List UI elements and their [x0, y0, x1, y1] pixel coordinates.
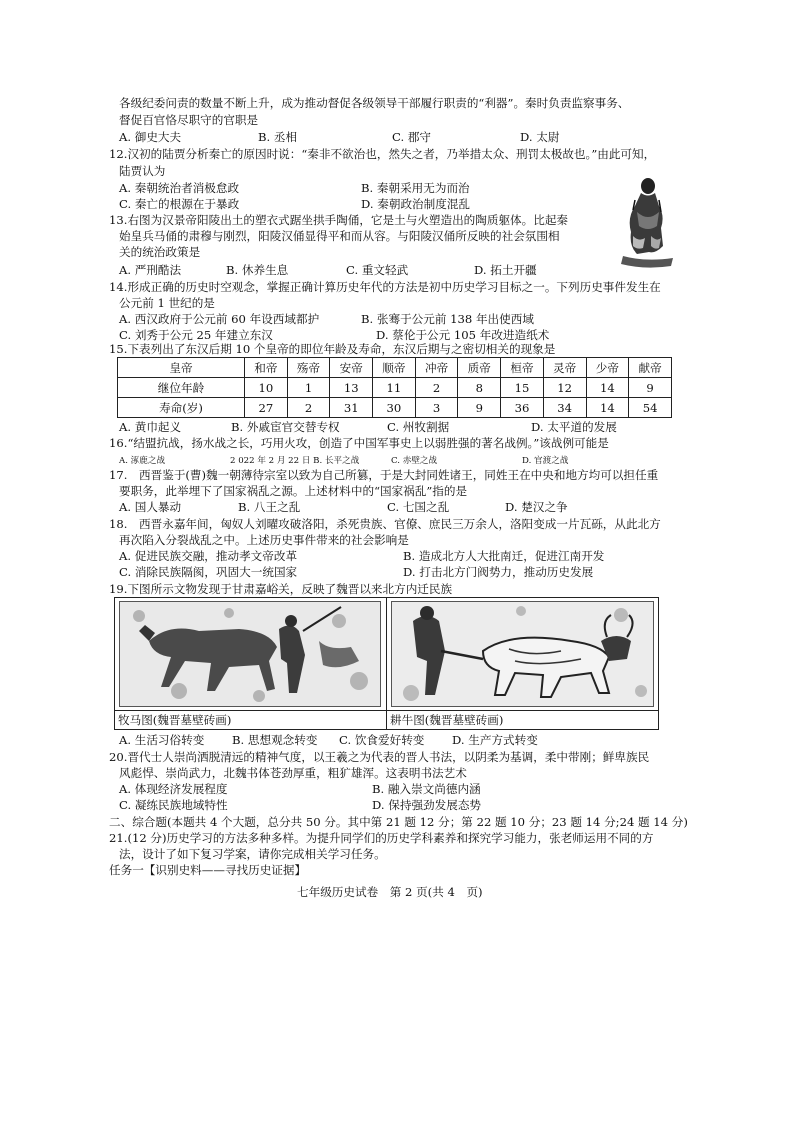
- table-cell: 10: [245, 378, 288, 398]
- q17-option-d[interactable]: D. 楚汉之争: [505, 500, 568, 514]
- q17-option-b[interactable]: B. 八王之乱: [238, 500, 301, 514]
- q11-option-c[interactable]: C. 郡守: [392, 130, 432, 144]
- q14-stem-line1: 14.形成正确的历史时空观念，掌握正确计算历史年代的方法是初中历史学习目标之一。下列历史事件发生在: [109, 280, 661, 294]
- table-cell: 9: [629, 378, 672, 398]
- table-cell: 灵帝: [543, 358, 586, 378]
- table-cell: 殇帝: [287, 358, 330, 378]
- ox-plowing-painting: [391, 601, 654, 707]
- q13-option-d[interactable]: D. 拓土开疆: [474, 263, 537, 277]
- q18-option-d[interactable]: D. 打击北方门阀势力，推动历史发展: [403, 565, 594, 579]
- q19-option-d[interactable]: D. 生产方式转变: [452, 733, 538, 747]
- emperor-table: [117, 357, 672, 418]
- q19-stem: 19.下图所示文物发现于甘肃嘉峪关，反映了魏晋以来北方内迁民族: [109, 582, 453, 596]
- q20-stem-line2: 风彪悍、崇尚武力，北魏书体苍劲厚重，粗犷雄浑。这表明书法艺术: [119, 766, 467, 780]
- q20-option-d[interactable]: D. 保持强劲发展态势: [372, 798, 482, 812]
- q13-option-c[interactable]: C. 重文轻武: [346, 263, 409, 277]
- figure-caption-divider: [115, 710, 658, 711]
- table-cell: 安帝: [330, 358, 373, 378]
- table-cell: 1: [287, 378, 330, 398]
- table-row-lifespans: [118, 398, 672, 418]
- q11-option-a[interactable]: A. 御史大夫: [119, 130, 182, 144]
- q16-option-b[interactable]: 2 022 年 2 月 22 日 B. 长平之战: [230, 456, 360, 466]
- q17-option-c[interactable]: C. 七国之乱: [387, 500, 450, 514]
- section2-heading: 二、综合题(本题共 4 个大题，总分共 50 分。其中第 21 题 12 分；第 22 题 10 分；23 题 14 分;24 题 14 分): [109, 815, 688, 829]
- page-footer: 七年级历史试卷 第 2 页(共 4 页): [297, 885, 483, 899]
- table-cell: 质帝: [458, 358, 501, 378]
- q15-option-d[interactable]: D. 太平道的发展: [531, 420, 617, 434]
- q18-stem-line1: 18. 西晋永嘉年间，匈奴人刘曜攻破洛阳，杀死贵族、官僚、庶民三万余人，洛阳变成一片瓦砾，从此北方: [109, 517, 661, 531]
- q20-option-b[interactable]: B. 融入崇文尚德内涵: [372, 782, 481, 796]
- q18-option-b[interactable]: B. 造成北方人大批南迁，促进江南开发: [403, 549, 605, 563]
- table-cell: 8: [458, 378, 501, 398]
- q16-option-a[interactable]: A. 涿鹿之战: [119, 456, 166, 466]
- table-cell: 14: [586, 378, 629, 398]
- q17-stem-line2: 要职务，此举埋下了国家祸乱之源。上述材料中的“国家祸乱”指的是: [119, 484, 468, 498]
- task1-heading: 任务一【识别史料——寻找历史证据】: [109, 863, 307, 877]
- q17-stem-line1: 17. 西晋鉴于(曹)魏一朝薄待宗室以致为自己所篡，于是大封同姓诸王，同姓王在中央和地方均可以担任重: [109, 468, 659, 482]
- q11-text-line2: 督促百官恪尽职守的官职是: [119, 113, 259, 127]
- q12-option-c[interactable]: C. 秦亡的根源在于暴政: [119, 197, 240, 211]
- table-cell: 2: [287, 398, 330, 418]
- q12-option-a[interactable]: A. 秦朝统治者消极怠政: [119, 181, 240, 195]
- q12-stem-line2: 陆贾认为: [119, 164, 166, 178]
- q20-stem-line1: 20.晋代士人崇尚洒脱清远的精神气度，以王羲之为代表的晋人书法，以阴柔为基调，柔中带刚；鲜卑族民: [109, 750, 650, 764]
- q13-option-b[interactable]: B. 休养生息: [226, 263, 289, 277]
- table-cell: 30: [373, 398, 416, 418]
- q14-option-c[interactable]: C. 刘秀于公元 25 年建立东汉: [119, 328, 273, 342]
- table-cell: 34: [543, 398, 586, 418]
- table-cell: 桓帝: [501, 358, 544, 378]
- table-row-header: 寿命(岁): [118, 398, 245, 418]
- table-cell: 2: [415, 378, 458, 398]
- table-row-header: 继位年龄: [118, 378, 245, 398]
- q16-option-c[interactable]: C. 赤壁之战: [391, 456, 438, 466]
- left-figure-caption: 牧马图(魏晋墓壁砖画): [118, 713, 232, 727]
- q13-stem-line2: 始皇兵马俑的肃穆与刚烈，阳陵汉俑显得平和而从容。与阳陵汉俑所反映的社会氛围相: [119, 229, 560, 243]
- q20-option-a[interactable]: A. 体现经济发展程度: [119, 782, 228, 796]
- table-cell: 31: [330, 398, 373, 418]
- q16-stem: 16.“结盟抗战，扬水战之长，巧用火攻，创造了中国军事史上以弱胜强的著名战例。”该战例可能是: [109, 436, 609, 450]
- table-cell: 少帝: [586, 358, 629, 378]
- table-row-header: 皇帝: [118, 358, 245, 378]
- q19-option-a[interactable]: A. 生活习俗转变: [119, 733, 205, 747]
- q11-option-b[interactable]: B. 丞相: [258, 130, 298, 144]
- q19-option-b[interactable]: B. 思想观念转变: [232, 733, 318, 747]
- q13-stem-line1: 13.右图为汉景帝阳陵出土的塑衣式踞坐拱手陶俑，它是土与火塑造出的陶质躯体。比起秦: [109, 213, 569, 227]
- q13-option-a[interactable]: A. 严刑酷法: [119, 263, 182, 277]
- table-cell: 献帝: [629, 358, 672, 378]
- q18-stem-line2: 再次陷入分裂战乱之中。上述历史事件带来的社会影响是: [119, 533, 409, 547]
- q12-stem-line1: 12.汉初的陆贾分析秦亡的原因时说：“秦非不欲治也，然失之者，乃举措太众、刑罚太极故也。”由此可知，: [109, 147, 656, 161]
- q17-option-a[interactable]: A. 国人暴动: [119, 500, 182, 514]
- q15-option-b[interactable]: B. 外戚宦官交替专权: [231, 420, 340, 434]
- q18-option-c[interactable]: C. 消除民族隔阂，巩固大一统国家: [119, 565, 298, 579]
- q21-stem-line2: 法，设计了如下复习学案，请你完成相关学习任务。: [119, 847, 386, 861]
- q11-option-d[interactable]: D. 太尉: [520, 130, 560, 144]
- q21-stem-line1: 21.(12 分)历史学习的方法多种多样。为提升同学们的历史学科素养和探究学习能力，张老师运用不同的方: [109, 831, 654, 845]
- horse-herding-painting: [119, 601, 381, 707]
- q20-option-c[interactable]: C. 凝练民族地域特性: [119, 798, 228, 812]
- table-cell: 9: [458, 398, 501, 418]
- q15-option-c[interactable]: C. 州牧割据: [387, 420, 450, 434]
- q14-option-b[interactable]: B. 张骞于公元前 138 年出使西域: [361, 312, 534, 326]
- q19-figure-frame: [114, 597, 659, 730]
- table-cell: 54: [629, 398, 672, 418]
- q13-stem-line3: 关的统治政策是: [119, 245, 201, 259]
- table-cell: 36: [501, 398, 544, 418]
- table-cell: 14: [586, 398, 629, 418]
- right-figure-caption: 耕牛图(魏晋墓壁砖画): [390, 713, 504, 727]
- q15-option-a[interactable]: A. 黄巾起义: [119, 420, 182, 434]
- q18-option-a[interactable]: A. 促进民族交融，推动孝文帝改革: [119, 549, 298, 563]
- table-cell: 顺帝: [373, 358, 416, 378]
- q14-option-d[interactable]: D. 蔡伦于公元 105 年改进造纸术: [376, 328, 550, 342]
- table-cell: 27: [245, 398, 288, 418]
- table-row-emperors: [118, 358, 672, 378]
- table-cell: 15: [501, 378, 544, 398]
- q12-option-b[interactable]: B. 秦朝采用无为而治: [361, 181, 470, 195]
- table-cell: 11: [373, 378, 416, 398]
- q11-text-line1: 各级纪委问责的数量不断上升，成为推动督促各级领导干部履行职责的“利器”。秦时负责监察事务、: [119, 96, 630, 110]
- q15-stem: 15.下表列出了东汉后期 10 个皇帝的即位年龄及寿命，东汉后期与之密切相关的现象是: [109, 342, 556, 356]
- q12-option-d[interactable]: D. 秦朝政治制度混乱: [361, 197, 471, 211]
- q19-option-c[interactable]: C. 饮食爱好转变: [339, 733, 425, 747]
- q14-stem-line2: 公元前 1 世纪的是: [119, 296, 215, 310]
- table-cell: 12: [543, 378, 586, 398]
- q16-option-d[interactable]: D. 官渡之战: [522, 456, 569, 466]
- table-row-ages: [118, 378, 672, 398]
- table-cell: 和帝: [245, 358, 288, 378]
- q14-option-a[interactable]: A. 西汉政府于公元前 60 年设西域都护: [119, 312, 320, 326]
- table-cell: 13: [330, 378, 373, 398]
- table-cell: 冲帝: [415, 358, 458, 378]
- pottery-figurine-image: [615, 176, 677, 272]
- table-cell: 3: [415, 398, 458, 418]
